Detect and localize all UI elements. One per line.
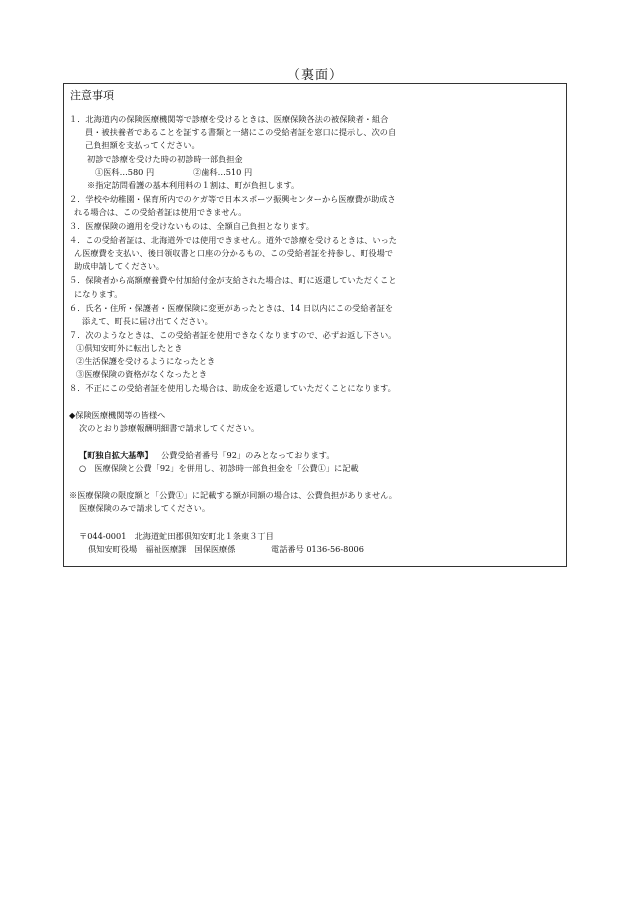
notice-item-7-line-1: ７．次のようなときは、この受給者証を使用できなくなりますので、必ずお返し下さい。 (69, 330, 397, 340)
initial-copay-heading: 初診で診療を受けた時の初診時一部負担金 (87, 154, 243, 164)
home-nursing-note: ※指定訪問看護の基本利用料の１割は、町が負担します。 (87, 180, 300, 190)
instructions-body: 次のとおり診療報酬明細書で請求してください。 (79, 423, 260, 433)
notice-item-8: ８．不正にこの受給者証を使用した場合は、助成金を返還していただくことになります。 (69, 383, 396, 393)
notice-item-1-line-1: １．北海道内の保険医療機関等で診療を受けるときは、医療保険各法の被保険者・組合 (69, 114, 389, 124)
notice-item-1-line-3: 己負担額を支払ってください。 (85, 140, 200, 150)
notice-item-4-line-3: 助成申請してください。 (74, 261, 165, 271)
notice-item-3: ３．医療保険の適用を受けないものは、全額自己負担となります。 (69, 221, 314, 231)
return-case-2: ②生活保護を受けるようになったとき (76, 356, 216, 366)
notice-item-2-line-1: ２．学校や幼稚園・保育所内でのケガ等で日本スポーツ振興センターから医療費が助成さ (69, 194, 396, 204)
notice-item-2-line-2: れる場合は、この受給者証は使用できません。 (74, 207, 247, 217)
instructions-heading: ◆保険医療機関等の皆様へ (69, 410, 166, 420)
office-name: 倶知安町役場 福祉医療課 国保医療係 (88, 544, 236, 554)
notice-item-4-line-1: ４．この受給者証は、北海道外では使用できません。道外で診療を受けるときは、いった (69, 235, 397, 245)
return-case-1: ①倶知安町外に転出したとき (76, 343, 183, 353)
public-recipient-number: 公費受給者番号「92」のみとなっております。 (161, 450, 335, 460)
office-phone: 電話番号 0136-56-8006 (271, 544, 364, 554)
combined-billing-instruction: ○ 医療保険と公費「92」を併用し、初診時一部負担金を「公費①」に記載 (79, 463, 359, 473)
page-heading: （裏面） (286, 68, 343, 83)
local-criteria-bracket: 【町独自拡大基準】 (79, 450, 153, 460)
return-case-3: ③医療保険の資格がなくなったとき (76, 369, 208, 379)
notice-item-5-line-1: ５．保険者から高額療養費や付加給付金が支給された場合は、町に返還していただくこと (69, 275, 397, 285)
notice-item-4-line-2: ん医療費を支払い、後日領収書と口座の分かるもの、この受給者証を持参し、町役場で (74, 248, 393, 258)
notice-title: 注意事項 (70, 89, 114, 102)
notice-item-6-line-1: ６．氏名・住所・保護者・医療保険に変更があったときは、14 日以内にこの受給者証を (69, 303, 394, 313)
limit-note-line-1: ※医療保険の限度額と「公費①」に記載する額が同額の場合は、公費負担がありません。 (69, 490, 397, 500)
office-address: 〒044-0001 北海道虻田郡倶知安町北１条東３丁目 (79, 531, 274, 541)
copay-dental: ②歯科…510 円 (193, 167, 253, 177)
notice-item-5-line-2: になります。 (74, 289, 123, 299)
notice-box (63, 83, 567, 567)
notice-item-6-line-2: 添えて、町長に届け出てください。 (82, 316, 213, 326)
copay-medical: ①医科…580 円 (95, 167, 155, 177)
limit-note-line-2: 医療保険のみで請求してください。 (79, 503, 211, 513)
notice-item-1-line-2: 員・被扶養者であることを証する書類と一緒にこの受給者証を窓口に提示し、次の自 (85, 127, 397, 137)
